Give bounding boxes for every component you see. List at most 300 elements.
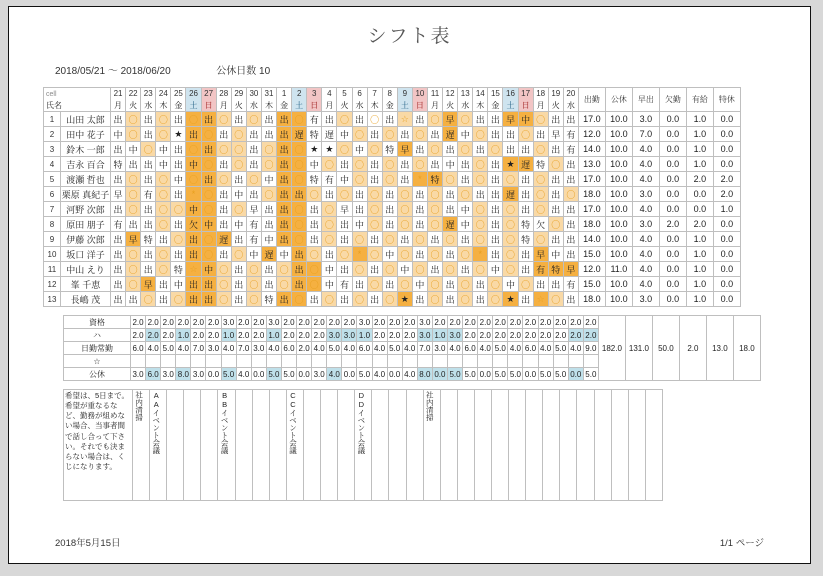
shift-cell[interactable]: 出 <box>141 172 156 187</box>
shift-cell[interactable]: 〇 <box>427 247 442 262</box>
shift-cell[interactable]: 〇 <box>352 172 367 187</box>
notes-cell[interactable] <box>303 390 320 501</box>
shift-cell[interactable]: ☆ <box>397 112 412 127</box>
shift-cell[interactable]: 〇 <box>367 187 382 202</box>
shift-cell[interactable]: 〇 <box>231 127 246 142</box>
shift-cell[interactable]: ☆ <box>533 292 548 307</box>
shift-cell[interactable]: 有 <box>322 172 337 187</box>
shift-cell[interactable]: 〇 <box>246 292 261 307</box>
notes-cell[interactable] <box>218 390 235 501</box>
shift-cell[interactable]: 有 <box>111 217 126 232</box>
shift-cell[interactable]: 〇 <box>156 187 171 202</box>
shift-cell[interactable]: 出 <box>186 277 201 292</box>
shift-cell[interactable]: 〇 <box>503 172 518 187</box>
shift-cell[interactable]: 〇 <box>292 292 307 307</box>
notes-cell[interactable] <box>184 390 201 501</box>
shift-cell[interactable]: 〇 <box>156 217 171 232</box>
shift-cell[interactable]: 出 <box>563 232 578 247</box>
shift-cell[interactable]: 出 <box>111 247 126 262</box>
shift-cell[interactable]: 遅 <box>261 247 276 262</box>
shift-cell[interactable]: 〇 <box>246 172 261 187</box>
shift-cell[interactable]: 出 <box>141 157 156 172</box>
employee-name[interactable]: 渡瀬 哲也 <box>61 172 111 187</box>
shift-cell[interactable]: 出 <box>111 292 126 307</box>
shift-cell[interactable]: 〇 <box>488 142 503 157</box>
shift-cell[interactable]: 〇 <box>367 217 382 232</box>
shift-cell[interactable]: 出 <box>201 112 216 127</box>
shift-cell[interactable]: 〇 <box>518 127 533 142</box>
shift-cell[interactable]: 出 <box>382 112 397 127</box>
shift-cell[interactable]: 出 <box>322 247 337 262</box>
notes-cell[interactable] <box>406 390 423 501</box>
shift-cell[interactable]: 〇 <box>246 277 261 292</box>
shift-cell[interactable]: 出 <box>488 112 503 127</box>
shift-cell[interactable]: 出 <box>488 127 503 142</box>
notes-cell[interactable] <box>235 390 252 501</box>
shift-cell[interactable]: 〇 <box>443 262 458 277</box>
shift-cell[interactable]: 有 <box>563 277 578 292</box>
shift-cell[interactable]: 出 <box>216 247 231 262</box>
shift-cell[interactable]: 出 <box>307 217 322 232</box>
shift-cell[interactable]: 出 <box>216 187 231 202</box>
shift-cell[interactable]: 〇 <box>397 202 412 217</box>
shift-cell[interactable]: 中 <box>397 262 412 277</box>
shift-cell[interactable]: 〇 <box>246 262 261 277</box>
shift-cell[interactable]: 欠 <box>533 217 548 232</box>
shift-cell[interactable]: 中 <box>337 127 352 142</box>
shift-cell[interactable]: 〇 <box>171 292 186 307</box>
shift-cell[interactable]: 出 <box>458 262 473 277</box>
shift-cell[interactable]: 出 <box>261 112 276 127</box>
shift-cell[interactable]: 〇 <box>427 202 442 217</box>
table-row[interactable] <box>44 202 741 217</box>
shift-cell[interactable]: 中 <box>126 142 141 157</box>
shift-cell[interactable]: 出 <box>277 112 292 127</box>
notes-cell[interactable] <box>269 390 286 501</box>
shift-cell[interactable]: 出 <box>503 142 518 157</box>
shift-cell[interactable]: 中 <box>246 247 261 262</box>
shift-cell[interactable]: 〇 <box>292 232 307 247</box>
shift-cell[interactable]: 〇 <box>231 202 246 217</box>
shift-cell[interactable]: 出 <box>518 292 533 307</box>
shift-cell[interactable]: 出 <box>382 277 397 292</box>
notes-cell[interactable] <box>321 390 338 501</box>
shift-cell[interactable]: 特 <box>533 157 548 172</box>
shift-cell[interactable]: 出 <box>141 247 156 262</box>
shift-cell[interactable]: 早 <box>563 262 578 277</box>
shift-cell[interactable]: 特 <box>382 142 397 157</box>
shift-cell[interactable]: 有 <box>563 142 578 157</box>
shift-cell[interactable]: 出 <box>337 232 352 247</box>
shift-cell[interactable]: 中 <box>307 157 322 172</box>
shift-cell[interactable]: 出 <box>548 172 563 187</box>
shift-cell[interactable]: 出 <box>563 157 578 172</box>
shift-cell[interactable]: 出 <box>518 172 533 187</box>
shift-cell[interactable]: 出 <box>563 172 578 187</box>
shift-cell[interactable]: 〇 <box>503 262 518 277</box>
notes-cell[interactable] <box>133 390 150 501</box>
shift-cell[interactable]: 〇 <box>307 277 322 292</box>
shift-cell[interactable]: 有 <box>246 232 261 247</box>
shift-cell[interactable]: 出 <box>458 232 473 247</box>
shift-cell[interactable]: 中 <box>201 217 216 232</box>
notes-cell[interactable] <box>543 390 560 501</box>
employee-name[interactable]: 坂口 洋子 <box>61 247 111 262</box>
shift-cell[interactable]: 〇 <box>412 127 427 142</box>
shift-cell[interactable]: 〇 <box>171 232 186 247</box>
shift-cell[interactable]: 中 <box>518 112 533 127</box>
shift-cell[interactable]: 〇 <box>156 247 171 262</box>
shift-cell[interactable]: 〇 <box>261 157 276 172</box>
shift-cell[interactable]: 出 <box>412 292 427 307</box>
shift-cell[interactable]: 〇 <box>156 112 171 127</box>
shift-cell[interactable]: 〇 <box>141 142 156 157</box>
shift-cell[interactable]: 出 <box>216 217 231 232</box>
shift-cell[interactable]: 出 <box>397 172 412 187</box>
shift-cell[interactable]: 〇 <box>503 202 518 217</box>
shift-cell[interactable]: 出 <box>292 277 307 292</box>
employee-name[interactable]: 田中 花子 <box>61 127 111 142</box>
shift-cell[interactable]: 出 <box>397 232 412 247</box>
shift-cell[interactable]: 有 <box>307 112 322 127</box>
shift-cell[interactable]: 〇 <box>126 187 141 202</box>
shift-cell[interactable]: 〇 <box>307 187 322 202</box>
shift-cell[interactable]: 出 <box>201 277 216 292</box>
notes-cell[interactable] <box>150 390 167 501</box>
shift-cell[interactable]: 〇 <box>126 277 141 292</box>
shift-cell[interactable]: 出 <box>443 247 458 262</box>
shift-cell[interactable]: 〇 <box>473 172 488 187</box>
shift-cell[interactable]: 中 <box>261 232 276 247</box>
notes-cell[interactable] <box>389 390 406 501</box>
shift-cell[interactable]: 出 <box>171 112 186 127</box>
shift-cell[interactable]: 〇 <box>427 142 442 157</box>
shift-cell[interactable]: 出 <box>171 187 186 202</box>
shift-cell[interactable]: 遅 <box>322 127 337 142</box>
shift-cell[interactable]: ★ <box>171 127 186 142</box>
shift-cell[interactable]: 〇 <box>352 232 367 247</box>
shift-cell[interactable]: 出 <box>488 217 503 232</box>
shift-cell[interactable]: 出 <box>231 112 246 127</box>
shift-cell[interactable]: ★ <box>503 292 518 307</box>
table-row[interactable] <box>44 232 741 247</box>
shift-cell[interactable]: 〇 <box>201 232 216 247</box>
shift-cell[interactable]: 出 <box>488 187 503 202</box>
shift-cell[interactable]: 出 <box>126 217 141 232</box>
shift-cell[interactable]: ★ <box>397 292 412 307</box>
shift-cell[interactable]: 〇 <box>156 172 171 187</box>
shift-cell[interactable]: 出 <box>488 172 503 187</box>
notes-cell[interactable] <box>355 390 372 501</box>
shift-cell[interactable]: 出 <box>246 157 261 172</box>
shift-cell[interactable]: 出 <box>201 292 216 307</box>
shift-cell[interactable]: 〇 <box>533 187 548 202</box>
shift-cell[interactable]: 〇 <box>473 232 488 247</box>
notes-cell[interactable] <box>201 390 218 501</box>
shift-cell[interactable]: 出 <box>518 262 533 277</box>
shift-cell[interactable]: 出 <box>171 217 186 232</box>
shift-cell[interactable]: 出 <box>141 127 156 142</box>
shift-cell[interactable]: 早 <box>443 112 458 127</box>
shift-cell[interactable]: 中 <box>352 142 367 157</box>
notes-cell[interactable] <box>252 390 269 501</box>
shift-cell[interactable]: 特 <box>171 262 186 277</box>
shift-cell[interactable]: 有 <box>533 262 548 277</box>
shift-cell[interactable]: 出 <box>231 172 246 187</box>
shift-cell[interactable]: 〇 <box>292 157 307 172</box>
shift-cell[interactable]: 〇 <box>382 262 397 277</box>
shift-cell[interactable]: 中 <box>352 217 367 232</box>
shift-cell[interactable]: 出 <box>563 112 578 127</box>
shift-cell[interactable]: 出 <box>277 217 292 232</box>
shift-cell[interactable]: 〇 <box>292 202 307 217</box>
shift-cell[interactable]: 中 <box>458 217 473 232</box>
shift-cell[interactable]: 出 <box>246 127 261 142</box>
shift-cell[interactable]: 〇 <box>397 277 412 292</box>
shift-cell[interactable]: 出 <box>261 127 276 142</box>
shift-cell[interactable]: 〇 <box>367 247 382 262</box>
shift-cell[interactable]: 出 <box>473 292 488 307</box>
shift-cell[interactable]: 出 <box>201 142 216 157</box>
shift-cell[interactable]: 〇 <box>156 262 171 277</box>
shift-cell[interactable]: 出 <box>231 292 246 307</box>
notes-cell[interactable] <box>491 390 508 501</box>
shift-cell[interactable]: 出 <box>186 232 201 247</box>
shift-cell[interactable]: 〇 <box>518 277 533 292</box>
shift-cell[interactable]: 出 <box>307 202 322 217</box>
shift-cell[interactable]: 出 <box>111 232 126 247</box>
shift-cell[interactable]: 出 <box>518 202 533 217</box>
shift-cell[interactable]: 〇 <box>458 292 473 307</box>
shift-cell[interactable]: 中 <box>156 142 171 157</box>
shift-cell[interactable]: 有 <box>337 277 352 292</box>
table-row[interactable] <box>44 142 741 157</box>
shift-cell[interactable]: 早 <box>548 127 563 142</box>
shift-cell[interactable]: 出 <box>156 277 171 292</box>
shift-cell[interactable]: 出 <box>337 157 352 172</box>
shift-cell[interactable]: 〇 <box>488 277 503 292</box>
shift-cell[interactable]: 出 <box>171 157 186 172</box>
shift-cell[interactable]: 出 <box>458 172 473 187</box>
shift-cell[interactable]: 出 <box>337 292 352 307</box>
employee-name[interactable]: 中山 えり <box>61 262 111 277</box>
shift-cell[interactable]: 〇 <box>261 187 276 202</box>
shift-cell[interactable]: 〇 <box>397 187 412 202</box>
shift-cell[interactable]: 出 <box>292 262 307 277</box>
shift-cell[interactable]: 〇 <box>292 112 307 127</box>
shift-cell[interactable]: 〇 <box>231 157 246 172</box>
shift-cell[interactable]: 早 <box>111 187 126 202</box>
shift-cell[interactable]: 遅 <box>518 157 533 172</box>
shift-cell[interactable]: 〇 <box>322 292 337 307</box>
shift-cell[interactable]: 出 <box>216 157 231 172</box>
shift-cell[interactable]: 出 <box>427 232 442 247</box>
table-row[interactable] <box>44 262 741 277</box>
shift-cell[interactable]: 出 <box>473 187 488 202</box>
shift-cell[interactable]: 〇 <box>443 232 458 247</box>
shift-cell[interactable]: 〇 <box>367 277 382 292</box>
shift-cell[interactable]: 出 <box>488 232 503 247</box>
notes-cell[interactable] <box>577 390 594 501</box>
shift-cell[interactable]: 出 <box>473 112 488 127</box>
shift-cell[interactable]: 〇 <box>427 112 442 127</box>
shift-cell[interactable]: 出 <box>473 142 488 157</box>
shift-cell[interactable]: 出 <box>382 187 397 202</box>
shift-cell[interactable]: 〇 <box>412 232 427 247</box>
shift-cell[interactable]: 出 <box>518 142 533 157</box>
shift-cell[interactable]: 出 <box>141 112 156 127</box>
shift-cell[interactable]: 出 <box>367 157 382 172</box>
shift-cell[interactable]: 〇 <box>427 217 442 232</box>
shift-cell[interactable]: * <box>186 187 201 202</box>
shift-cell[interactable]: 出 <box>111 202 126 217</box>
shift-cell[interactable]: 中 <box>201 262 216 277</box>
shift-cell[interactable]: 〇 <box>382 127 397 142</box>
shift-cell[interactable]: 〇 <box>427 187 442 202</box>
shift-cell[interactable]: 出 <box>367 172 382 187</box>
shift-cell[interactable]: 有 <box>141 187 156 202</box>
table-row[interactable] <box>44 127 741 142</box>
shift-cell[interactable]: 特 <box>518 217 533 232</box>
shift-cell[interactable]: 出 <box>352 187 367 202</box>
table-row[interactable] <box>44 187 741 202</box>
shift-cell[interactable]: 出 <box>443 277 458 292</box>
shift-cell[interactable]: 〇 <box>473 157 488 172</box>
table-row[interactable] <box>44 277 741 292</box>
shift-cell[interactable]: 中 <box>322 262 337 277</box>
shift-cell[interactable]: 出 <box>412 202 427 217</box>
shift-cell[interactable]: 〇 <box>503 232 518 247</box>
shift-cell[interactable]: 〇 <box>533 232 548 247</box>
shift-cell[interactable]: 出 <box>488 202 503 217</box>
shift-cell[interactable]: 出 <box>246 142 261 157</box>
shift-cell[interactable]: 出 <box>412 187 427 202</box>
shift-cell[interactable]: 出 <box>427 157 442 172</box>
shift-cell[interactable]: 出 <box>367 262 382 277</box>
shift-cell[interactable]: 出 <box>322 112 337 127</box>
shift-cell[interactable]: 〇 <box>412 262 427 277</box>
shift-cell[interactable]: 出 <box>443 142 458 157</box>
shift-cell[interactable]: 出 <box>277 142 292 157</box>
shift-cell[interactable]: 早 <box>337 202 352 217</box>
shift-cell[interactable]: 出 <box>261 262 276 277</box>
shift-cell[interactable]: 〇 <box>292 217 307 232</box>
shift-cell[interactable]: 出 <box>337 217 352 232</box>
shift-cell[interactable]: 出 <box>337 262 352 277</box>
shift-cell[interactable]: 出 <box>488 157 503 172</box>
shift-cell[interactable]: 有 <box>563 127 578 142</box>
shift-cell[interactable]: 特 <box>141 232 156 247</box>
notes-cell[interactable] <box>440 390 457 501</box>
shift-cell[interactable]: 早 <box>397 142 412 157</box>
shift-cell[interactable]: 出 <box>111 277 126 292</box>
shift-cell[interactable]: 〇 <box>156 127 171 142</box>
shift-cell[interactable]: 〇 <box>186 172 201 187</box>
shift-cell[interactable]: 〇 <box>126 262 141 277</box>
employee-name[interactable]: 峯 千恵 <box>61 277 111 292</box>
shift-cell[interactable]: 中 <box>186 202 201 217</box>
notes-cell[interactable] <box>526 390 543 501</box>
shift-cell[interactable]: 出 <box>548 187 563 202</box>
shift-cell[interactable]: 〇 <box>458 142 473 157</box>
shift-cell[interactable]: 出 <box>412 217 427 232</box>
employee-name[interactable]: 原田 朋子 <box>61 217 111 232</box>
employee-name[interactable]: 山田 太郎 <box>61 112 111 127</box>
shift-cell[interactable]: 中 <box>171 172 186 187</box>
shift-cell[interactable]: 〇 <box>473 262 488 277</box>
notes-cell[interactable] <box>423 390 440 501</box>
shift-cell[interactable]: 出 <box>277 232 292 247</box>
shift-cell[interactable]: 出 <box>548 112 563 127</box>
table-row[interactable] <box>44 112 741 127</box>
shift-cell[interactable]: 出 <box>261 277 276 292</box>
shift-cell[interactable]: 出 <box>352 112 367 127</box>
shift-cell[interactable]: 出 <box>277 187 292 202</box>
shift-cell[interactable]: 〇 <box>201 202 216 217</box>
shift-cell[interactable]: 特 <box>548 262 563 277</box>
shift-cell[interactable]: 遅 <box>216 232 231 247</box>
shift-cell[interactable]: 〇 <box>126 172 141 187</box>
shift-cell[interactable]: 特 <box>307 127 322 142</box>
shift-cell[interactable]: 有 <box>246 217 261 232</box>
shift-cell[interactable]: 出 <box>246 187 261 202</box>
shift-cell[interactable]: 出 <box>111 172 126 187</box>
shift-cell[interactable]: 〇 <box>292 142 307 157</box>
shift-cell[interactable]: 出 <box>141 262 156 277</box>
shift-cell[interactable]: 〇 <box>307 247 322 262</box>
employee-name[interactable]: 吉永 百合 <box>61 157 111 172</box>
shift-cell[interactable]: 〇 <box>216 262 231 277</box>
notes-cell[interactable] <box>645 390 662 501</box>
shift-cell[interactable]: 特 <box>111 157 126 172</box>
shift-cell[interactable]: 遅 <box>443 127 458 142</box>
shift-cell[interactable]: 〇 <box>216 292 231 307</box>
shift-cell[interactable]: 早 <box>533 247 548 262</box>
shift-cell[interactable]: 〇 <box>458 112 473 127</box>
shift-cell[interactable]: 出 <box>382 202 397 217</box>
shift-cell[interactable]: 中 <box>186 157 201 172</box>
shift-cell[interactable]: 〇 <box>352 127 367 142</box>
shift-cell[interactable]: 出 <box>382 217 397 232</box>
shift-cell[interactable]: 出 <box>111 112 126 127</box>
shift-cell[interactable]: 〇 <box>216 112 231 127</box>
shift-cell[interactable]: 出 <box>231 277 246 292</box>
shift-cell[interactable]: 出 <box>307 232 322 247</box>
shift-cell[interactable]: 出 <box>548 202 563 217</box>
notes-cell[interactable] <box>560 390 577 501</box>
shift-cell[interactable]: 〇 <box>473 202 488 217</box>
shift-cell[interactable]: 出 <box>277 292 292 307</box>
shift-cell[interactable]: 〇 <box>337 112 352 127</box>
shift-cell[interactable]: 〇 <box>126 202 141 217</box>
table-row[interactable] <box>44 157 741 172</box>
notes-cell[interactable] <box>167 390 184 501</box>
employee-name[interactable]: 鈴木 一郎 <box>61 142 111 157</box>
shift-cell[interactable]: 〇 <box>382 232 397 247</box>
shift-cell[interactable]: ☆ <box>186 262 201 277</box>
shift-cell[interactable]: 〇 <box>186 142 201 157</box>
employee-name[interactable]: 河野 次郎 <box>61 202 111 217</box>
shift-cell[interactable]: 〇 <box>246 112 261 127</box>
shift-cell[interactable]: 〇 <box>307 262 322 277</box>
shift-cell[interactable]: 〇 <box>352 292 367 307</box>
table-row[interactable] <box>44 172 741 187</box>
shift-cell[interactable]: 出 <box>367 127 382 142</box>
shift-cell[interactable]: 〇 <box>458 277 473 292</box>
table-row[interactable] <box>44 217 741 232</box>
shift-cell[interactable]: 中 <box>277 247 292 262</box>
shift-cell[interactable]: 〇 <box>201 157 216 172</box>
